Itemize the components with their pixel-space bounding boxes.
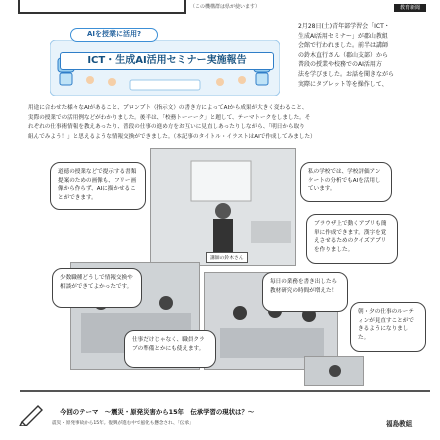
- intro-line: の鈴木直行さん（郡山支部）から: [298, 51, 389, 59]
- header-badge: 教育新聞: [394, 4, 426, 12]
- header-note: （この機構群は県が使います）: [190, 4, 261, 10]
- photo-lecture: [150, 148, 296, 266]
- footer-theme: 今回のテーマ ～震災・原発災害から15年 伝承学習の現状は？～: [60, 408, 255, 416]
- speech-bubble: 仕事だけじゃなく、職員クラブの準備とかにも使えます。: [124, 330, 216, 368]
- speech-bubble: 毎日の業務を書き出したら教材研究の時間が増えた！: [262, 272, 348, 312]
- speech-bubble: 少数職種どうしで情報交換や相談ができてよかったです。: [52, 268, 142, 308]
- photo-group-3: [304, 356, 364, 386]
- banner-question-pill: AIを授業に活用?: [70, 28, 158, 42]
- body-paragraph: [28, 104, 428, 142]
- speech-bubble: ブラウザ上で動くアプリも簡単に作成できます。漢字を覚えさせるためのクイズアプリを作りました。: [306, 214, 398, 264]
- pen-icon: [18, 402, 46, 426]
- intro-line: 2月28日(土)青年部学習会「ICT・: [298, 23, 390, 30]
- intro-line: 生成AI活用セミナー」が郡山教組: [298, 32, 388, 40]
- footer-subtext: 震災・原発事故から15年。復興が進む中で風化も懸念され、「伝承」: [52, 421, 194, 426]
- page-title: ICT・生成AI活用セミナー実施報告: [60, 52, 274, 70]
- paragraph-line: 用途に合わせた様々なAIがあること、プロンプト（指示文）の書き方によってAIから成果が大きく変わること、: [28, 105, 308, 111]
- header-frame: [18, 0, 186, 14]
- photo-caption: 講師の鈴木さん: [206, 252, 248, 263]
- footer-divider: [20, 390, 430, 392]
- intro-line: 実際にタブレット等を操作して、: [298, 80, 388, 88]
- speech-bubble: 道徳の授業などで提示する書類提案のための画像も、フリー画像から作らず、AIに描かせることができます。: [50, 162, 146, 210]
- paragraph-line: 組んでみよう！」と思えるような情報交換ができました。（本記事のタイトル・イラストはAIで作成してみました）: [28, 133, 316, 140]
- paragraph-line: 実際の授業での活用例などがわかりました。後半は、「校務トーーーク」と題して、テーマトークをしました。そ: [28, 114, 311, 121]
- intro-line: 法を学びました。お話を聞きながら: [298, 70, 395, 78]
- intro-line: 会館で行われました。前半は講師: [298, 42, 389, 50]
- speech-bubble: 朝・夕の仕事のルーティンが見直すことができるようになりました。: [350, 302, 426, 352]
- footer-logo: 福島教組: [386, 420, 413, 428]
- intro-text: [298, 22, 432, 89]
- speech-bubble: 私の学校では、学校評価アンケートの分析でもAIを活用しています。: [300, 162, 392, 202]
- intro-line: 普段の授業や校務でのAI活用方: [298, 61, 382, 69]
- paragraph-line: れぞれの仕事術情報を教えあったり、普段の仕事の進め方をお互いに見直しあったりしながら、「明日から取り: [28, 124, 305, 131]
